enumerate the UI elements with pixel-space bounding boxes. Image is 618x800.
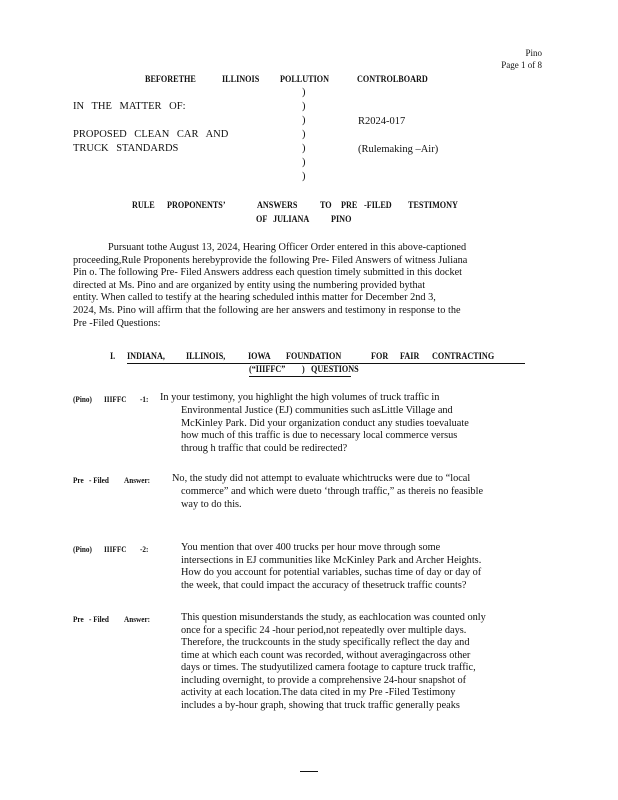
a1-text-line: way to do this.: [181, 498, 242, 510]
paren: ): [302, 101, 306, 112]
intro-line: Pre -Filed Questions:: [73, 317, 161, 329]
intro-line: 2024, Ms. Pino will affirm that the following are her answers and testimony in response to the: [73, 304, 461, 316]
title-word-pino: PINO: [331, 215, 352, 225]
q1-label-entity: IIIFFC: [104, 394, 127, 404]
intro-line: directed at Ms. Pino and are organized by entity using the numbering provided bythat: [73, 279, 426, 291]
q1-text-line: In your testimony, you highlight the high volumes of truck traffic in: [160, 392, 440, 403]
a1-text-line: commerce” and which were dueto ‘through traffic,” as thereis no feasible: [181, 486, 484, 497]
intro-line: entity. When called to testify at the hearing scheduled inthis matter for December 2nd 3,: [73, 292, 436, 304]
a2-label-answer: Answer:: [124, 614, 151, 624]
title-word-filed: -FILED: [364, 201, 392, 211]
board-word-control: CONTROLBOARD: [357, 75, 428, 85]
intro-paragraph: [73, 242, 535, 330]
q2-label-pino: (Pino): [73, 544, 92, 554]
q1-text-line: McKinley Park. Did your organization conduct any studies toevaluate: [181, 417, 469, 429]
a2-text-line: including overnight, to provide a comprehensive 24-hour snapshot of: [181, 674, 467, 686]
a1-answer-body: [181, 486, 483, 511]
q1-text-line: throug h traffic that could be redirected?: [181, 442, 348, 454]
section-word-for: FOR: [371, 352, 389, 362]
board-word-pollution: POLLUTION: [280, 75, 330, 85]
section-word-contracting: CONTRACTING: [432, 352, 495, 362]
header-page-number: Page 1 of 8: [501, 60, 542, 70]
title-word-testimony: TESTIMONY: [408, 201, 458, 211]
q1-text-line: Environmental Justice (EJ) communities such asLittle Village and: [181, 405, 453, 416]
a2-text-line: time at which each count was recorded, without averagingacross other: [181, 649, 471, 661]
matter-line: IN THE MATTER OF:: [73, 101, 186, 112]
q1-label-pino: (Pino): [73, 394, 92, 404]
section-word-foundation: FOUNDATION: [286, 352, 342, 362]
rulemaking-type: (Rulemaking –Air): [358, 144, 439, 155]
docket-number: R2024-017: [358, 116, 406, 127]
a1-label-pre: Pre: [73, 475, 84, 485]
a1-text-line: No, the study did not attempt to evaluate whichtrucks were due to “local: [172, 473, 471, 484]
section-word-questions: QUESTIONS: [311, 365, 359, 375]
title-word-juliana: JULIANA: [273, 215, 310, 225]
paren: ): [302, 115, 306, 126]
section-word-illinois: ILLINOIS,: [186, 352, 226, 362]
header-witness-name: Pino: [525, 48, 542, 58]
footer-rule: [300, 771, 318, 772]
q1-label-number: -1:: [140, 394, 149, 404]
paren: ): [302, 143, 306, 154]
paren: ): [302, 157, 306, 168]
a2-text-line: days or times. The studyutilized camera footage to capture truck traffic,: [181, 662, 476, 673]
board-word-illinois: ILLINOIS: [222, 75, 260, 85]
q2-text-line: You mention that over 400 trucks per hour move through some: [181, 542, 441, 553]
q1-question-body: [181, 405, 469, 455]
a1-first-line: [172, 473, 470, 486]
section-word-indiana: INDIANA,: [127, 352, 165, 362]
intro-line: Pursuant tothe August 13, 2024, Hearing Officer Order entered in this above-captioned: [108, 242, 467, 253]
section-word-iowa: IOWA: [248, 352, 271, 362]
a1-label-filed: - Filed: [89, 475, 109, 485]
paren: ): [302, 129, 306, 140]
section-word-paren: ): [302, 365, 305, 375]
caption-paren-column: [302, 86, 306, 184]
a2-text-line: includes a by-hour graph, showing that truck traffic generally peaks: [181, 699, 460, 711]
a2-label-pre: Pre: [73, 614, 84, 624]
section-word-fair: FAIR: [400, 352, 420, 362]
q1-first-line: [160, 392, 439, 405]
a2-label-filed: - Filed: [89, 614, 109, 624]
q2-label-entity: IIIFFC: [104, 544, 127, 554]
a2-text-line: This question misunderstands the study, as eachlocation was counted only: [181, 612, 486, 623]
paren: ): [302, 171, 306, 182]
intro-line: proceeding,Rule Proponents herebyprovide the following Pre- Filed Answers of witness Juliana: [73, 254, 468, 266]
proposed-line-1: PROPOSED CLEAN CAR AND: [73, 129, 229, 140]
q2-text-line: How do you account for potential variables, suchas time of day or day of: [181, 567, 482, 578]
section-underline-2: [249, 376, 351, 377]
a2-text-line: Therefore, the truckcounts in the study specifically reflect the day and: [181, 637, 470, 648]
a2-text-line: activity at each location.The data cited in my Pre -Filed Testimony: [181, 687, 456, 698]
title-word-to: TO: [320, 201, 332, 211]
section-underline-1: [127, 363, 525, 364]
q1-text-line: how much of this traffic is due to necessary local commerce versus: [181, 430, 458, 441]
title-word-proponents: PROPONENTS’: [167, 201, 226, 211]
title-word-rule: RULE: [132, 201, 155, 211]
q2-text-line: intersections in EJ communities like McKinley Park and Archer Heights.: [181, 554, 482, 566]
title-word-of: OF: [256, 215, 268, 225]
board-word-before: BEFORETHE: [145, 75, 196, 85]
title-word-pre: PRE: [341, 201, 358, 211]
section-number: I.: [110, 352, 116, 362]
title-word-answers: ANSWERS: [257, 201, 298, 211]
q2-question-body: [181, 542, 481, 592]
q2-label-number: -2:: [140, 544, 149, 554]
a2-text-line: once for a specific 24 -hour period,not repeatedly over multiple days.: [181, 624, 467, 636]
proposed-line-2: TRUCK STANDARDS: [73, 143, 179, 154]
a1-label-answer: Answer:: [124, 475, 151, 485]
section-word-iiiffc: (“IIIFFC”: [249, 365, 286, 375]
a2-answer-body: [181, 612, 486, 712]
q2-text-line: the week, that could impact the accuracy of thesetruck traffic counts?: [181, 579, 467, 591]
paren: ): [302, 87, 306, 98]
intro-line: Pin o. The following Pre- Filed Answers address each question timely submitted in this docket: [73, 267, 463, 279]
